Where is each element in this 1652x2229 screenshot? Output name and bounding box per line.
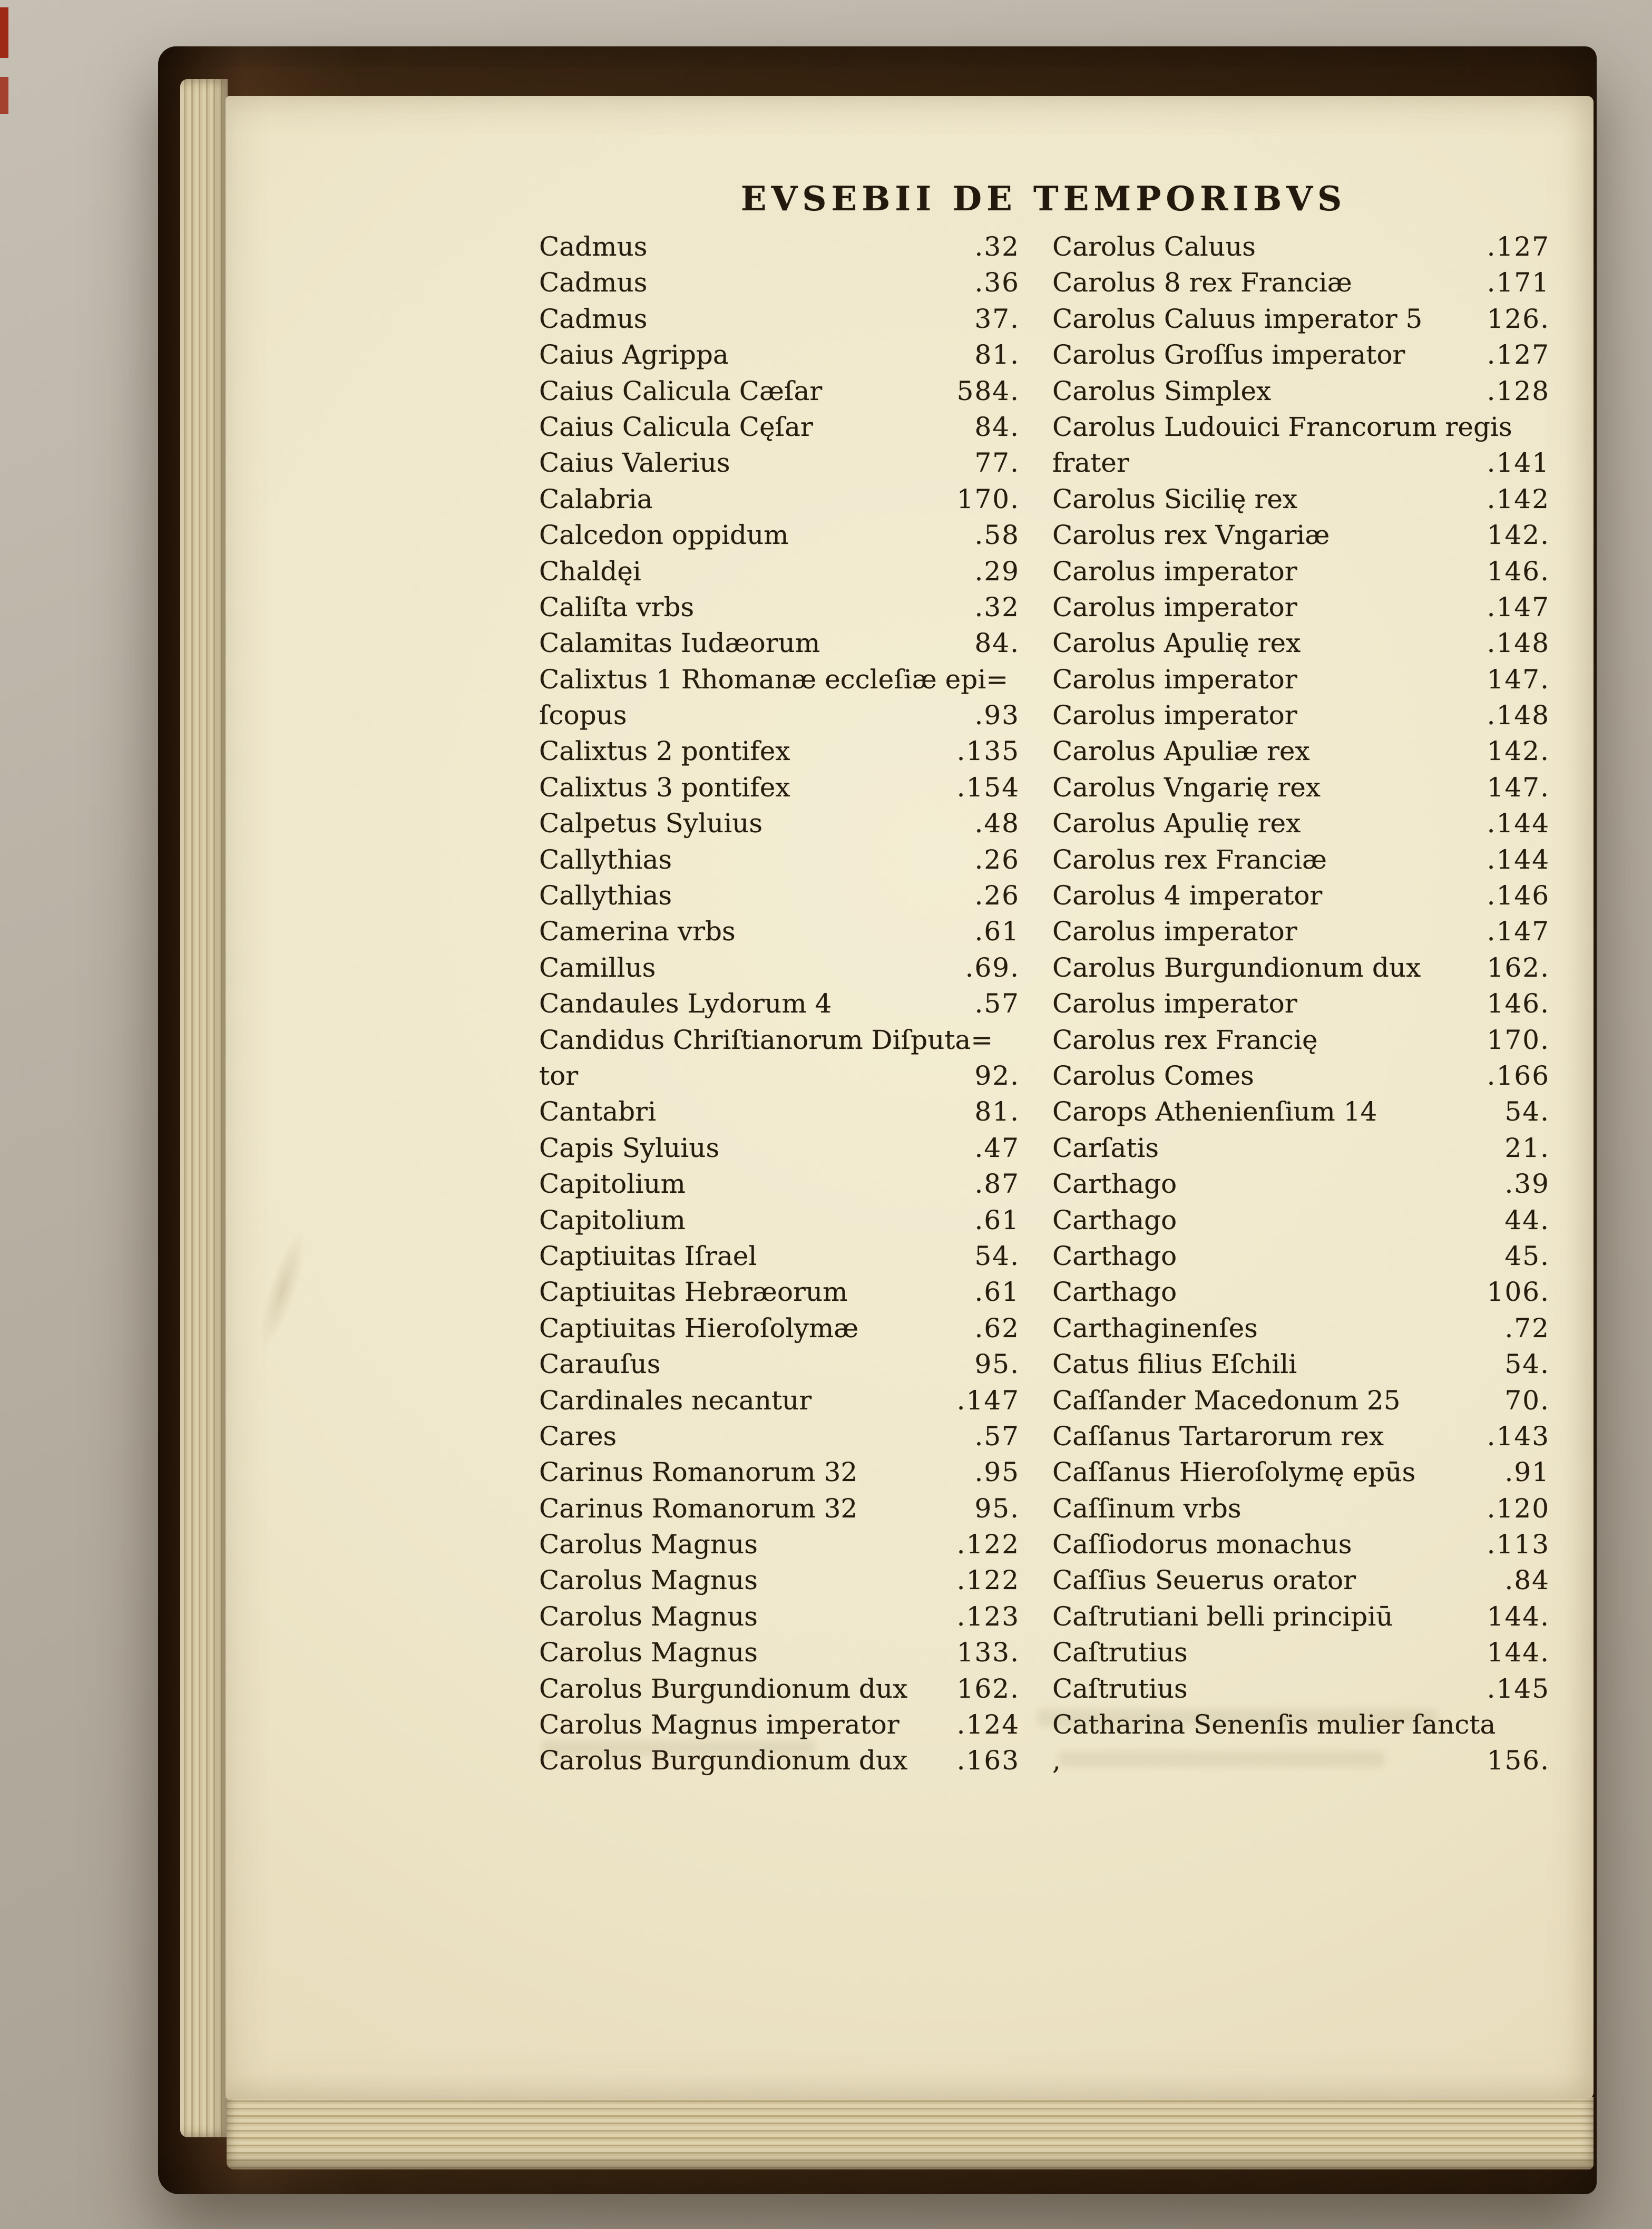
entry-page-number: 146. [1487, 988, 1550, 1019]
entry-page-number: .124 [956, 1709, 1020, 1740]
entry-text: Cares [539, 1420, 617, 1452]
index-entry [1052, 1491, 1550, 1526]
entry-page-number: .69. [965, 952, 1020, 983]
entry-page-number: .171 [1487, 267, 1550, 298]
entry-page-number: .127 [1487, 231, 1550, 262]
entry-text: Carolus imperator [1052, 916, 1297, 947]
entry-text: Catus filius Eſchili [1052, 1349, 1297, 1380]
index-entry [1052, 265, 1550, 300]
entry-text: Carinus Romanorum 32 [539, 1457, 858, 1488]
entry-page-number: .128 [1487, 375, 1550, 406]
entry-page-number: 106. [1487, 1277, 1550, 1308]
entry-text: Capitolium [539, 1169, 686, 1200]
entry-page-number: 147. [1487, 664, 1550, 695]
index-entry [1052, 1058, 1550, 1094]
index-entry [1052, 373, 1550, 409]
entry-text: Carolus Apulię rex [1052, 808, 1301, 839]
entry-text: Cadmus [539, 303, 648, 334]
entry-page-number: 142. [1487, 520, 1550, 551]
entry-page-number: 162. [956, 1673, 1020, 1704]
entry-page-number: 156. [1487, 1745, 1550, 1776]
index-entry [1052, 337, 1550, 373]
entry-text: Camillus [539, 952, 656, 983]
entry-text: Caius Agrippa [539, 339, 729, 371]
entry-page-number: .144 [1487, 844, 1550, 875]
entry-page-number: 133. [956, 1637, 1020, 1668]
index-entry [1052, 481, 1550, 517]
entry-text: Caſſinum vrbs [1052, 1493, 1242, 1524]
index-entry [539, 1418, 1020, 1454]
index-entry [539, 913, 1020, 949]
entry-page-number: .148 [1487, 700, 1550, 731]
entry-text: Calpetus Syluius [539, 808, 763, 839]
entry-text: Carops Athenienſium 14 [1052, 1096, 1377, 1127]
entry-text: Carolus Caluus imperator 5 [1052, 303, 1423, 334]
entry-text: , [1052, 1745, 1061, 1776]
index-entry [1052, 1094, 1550, 1130]
index-entry [539, 625, 1020, 661]
entry-text: Captiuitas Hebræorum [539, 1277, 848, 1308]
entry-text: Carolus Magnus [539, 1637, 758, 1668]
entry-page-number: 95. [974, 1493, 1020, 1524]
entry-page-number: .147 [1487, 591, 1550, 622]
index-entry [1052, 1346, 1550, 1382]
index-entry [1052, 1202, 1550, 1238]
entry-page-number: 144. [1487, 1637, 1550, 1668]
entry-text: Carolus Magnus [539, 1601, 758, 1632]
entry-page-number: 37. [974, 303, 1020, 334]
index-column-right [1052, 229, 1550, 1779]
entry-page-number: 95. [974, 1349, 1020, 1380]
entry-text: Cardinales necantur [539, 1385, 812, 1416]
index-entry [539, 697, 1020, 733]
entry-text: Captiuitas Hieroſolymæ [539, 1312, 859, 1344]
index-entry [1052, 445, 1550, 481]
entry-text: Carolus 4 imperator [1052, 880, 1323, 911]
index-entry [539, 1599, 1020, 1634]
entry-text: Catharina Senenſis mulier ſancta [1052, 1709, 1496, 1740]
index-entry [1052, 1707, 1550, 1743]
index-entry [1052, 1310, 1550, 1346]
index-entry [1052, 1743, 1550, 1778]
entry-text: Carolus Sicilię rex [1052, 483, 1298, 514]
index-entry [539, 553, 1020, 589]
entry-text: Carolus Magnus [539, 1565, 758, 1596]
entry-page-number: .61 [974, 916, 1020, 947]
entry-text: Carolus Burgundionum dux [1052, 952, 1421, 983]
entry-page-number: 81. [974, 1096, 1020, 1127]
entry-page-number: .57 [974, 1420, 1020, 1452]
index-entry [1052, 1166, 1550, 1202]
entry-page-number: 147. [1487, 772, 1550, 803]
paper-page [226, 96, 1594, 2099]
index-entry [539, 517, 1020, 553]
entry-text: Cantabri [539, 1096, 657, 1127]
entry-page-number: .127 [1487, 339, 1550, 371]
index-entry [539, 1022, 1020, 1058]
index-entry [1052, 1130, 1550, 1166]
entry-text: Carolus Caluus [1052, 231, 1256, 262]
entry-page-number: 44. [1504, 1204, 1550, 1235]
entry-text: Cadmus [539, 267, 648, 298]
entry-text: Caſſiodorus monachus [1052, 1529, 1352, 1560]
entry-page-number: 170. [1487, 1024, 1550, 1055]
entry-page-number: .166 [1487, 1060, 1550, 1091]
entry-text: Carſatis [1052, 1132, 1159, 1163]
index-entry [539, 1454, 1020, 1490]
entry-page-number: 70. [1504, 1385, 1550, 1416]
entry-text: Calixtus 1 Rhomanæ eccleſiæ epi= [539, 664, 1009, 695]
index-entry [539, 589, 1020, 625]
entry-text: Carolus Simplex [1052, 375, 1272, 406]
red-edge-mark [0, 7, 8, 58]
index-entry [539, 1202, 1020, 1238]
entry-text: Carinus Romanorum 32 [539, 1493, 858, 1524]
entry-page-number: .93 [974, 700, 1020, 731]
index-entry [539, 409, 1020, 445]
index-entry [539, 805, 1020, 841]
index-entry [1052, 1454, 1550, 1490]
entry-page-number: .58 [974, 520, 1020, 551]
entry-page-number: 84. [974, 411, 1020, 442]
entry-page-number: .87 [974, 1169, 1020, 1200]
entry-text: Carthago [1052, 1240, 1177, 1271]
entry-text: Carthaginenſes [1052, 1312, 1258, 1344]
page-crease [240, 1202, 324, 1377]
entry-page-number: .39 [1504, 1169, 1550, 1200]
index-entry [539, 1094, 1020, 1130]
entry-page-number: 54. [974, 1240, 1020, 1271]
index-entry [1052, 1562, 1550, 1598]
index-entry [1052, 301, 1550, 337]
entry-text: Carauſus [539, 1349, 661, 1380]
entry-text: Capis Syluius [539, 1132, 720, 1163]
entry-text: Captiuitas Iſrael [539, 1240, 757, 1271]
entry-page-number: 77. [974, 447, 1020, 479]
entry-page-number: 162. [1487, 952, 1550, 983]
index-entry [539, 950, 1020, 986]
entry-page-number: .147 [1487, 916, 1550, 947]
entry-text: Carolus Comes [1052, 1060, 1254, 1091]
entry-text: Calcedon oppidum [539, 520, 789, 551]
index-entry [1052, 986, 1550, 1021]
entry-page-number: .122 [956, 1565, 1020, 1596]
index-entry [539, 1562, 1020, 1598]
entry-page-number: .95 [974, 1457, 1020, 1488]
page-header-title: EVSEBII DE TEMPORIBVS [740, 179, 1347, 219]
entry-text: Calixtus 3 pontifex [539, 772, 790, 803]
index-entry [539, 1058, 1020, 1094]
index-entry [539, 481, 1020, 517]
index-entry [1052, 878, 1550, 913]
index-entry [539, 373, 1020, 409]
entry-text: Carthago [1052, 1204, 1177, 1235]
entry-text: Carolus Vngarię rex [1052, 772, 1321, 803]
entry-page-number: 92. [974, 1060, 1020, 1091]
index-entry [1052, 661, 1550, 697]
index-entry [539, 1274, 1020, 1310]
index-entry [539, 265, 1020, 300]
entry-text: Carolus Magnus imperator [539, 1709, 900, 1740]
index-entry [1052, 409, 1550, 445]
index-entry [1052, 625, 1550, 661]
index-entry [1052, 1238, 1550, 1274]
index-entry [539, 1238, 1020, 1274]
entry-text: Carolus Groſſus imperator [1052, 339, 1405, 371]
entry-page-number: .120 [1487, 1493, 1550, 1524]
entry-page-number: .142 [1487, 483, 1550, 514]
entry-page-number: .26 [974, 880, 1020, 911]
entry-text: Calabria [539, 483, 653, 514]
index-entry [539, 842, 1020, 878]
entry-text: Caius Calicula Cęſar [539, 411, 813, 442]
index-entry [1052, 1274, 1550, 1310]
entry-text: Carolus Magnus [539, 1529, 758, 1560]
index-entry [539, 878, 1020, 913]
index-entry [539, 229, 1020, 265]
entry-text: Caſtrutius [1052, 1673, 1188, 1704]
entry-page-number: .62 [974, 1312, 1020, 1344]
index-columns [539, 229, 1550, 1779]
entry-page-number: 170. [956, 483, 1020, 514]
entry-text: tor [539, 1060, 579, 1091]
index-entry [1052, 589, 1550, 625]
entry-page-number: .61 [974, 1204, 1020, 1235]
entry-page-number: .123 [956, 1601, 1020, 1632]
index-entry [1052, 1418, 1550, 1454]
index-entry [539, 1130, 1020, 1166]
index-entry [539, 301, 1020, 337]
entry-text: Chaldęi [539, 556, 641, 587]
index-entry [539, 337, 1020, 373]
index-entry [1052, 697, 1550, 733]
index-entry [539, 1166, 1020, 1202]
entry-page-number: 54. [1504, 1349, 1550, 1380]
entry-page-number: 126. [1487, 303, 1550, 334]
entry-page-number: .32 [974, 591, 1020, 622]
entry-text: Carolus Burgundionum dux [539, 1673, 908, 1704]
entry-page-number: .26 [974, 844, 1020, 875]
entry-text: Carolus 8 rex Franciæ [1052, 267, 1352, 298]
entry-page-number: .72 [1504, 1312, 1550, 1344]
entry-text: Calixtus 2 pontifex [539, 736, 790, 767]
index-entry [539, 445, 1020, 481]
entry-text: Carolus Apuliæ rex [1052, 736, 1310, 767]
entry-text: Carolus imperator [1052, 664, 1297, 695]
entry-text: Callythias [539, 844, 672, 875]
entry-text: Carolus imperator [1052, 591, 1297, 622]
entry-text: frater [1052, 447, 1129, 479]
index-entry [1052, 913, 1550, 949]
entry-text: Camerina vrbs [539, 916, 736, 947]
entry-page-number: .144 [1487, 808, 1550, 839]
entry-page-number: 81. [974, 339, 1020, 371]
entry-text: Carolus imperator [1052, 988, 1297, 1019]
entry-text: Caſſander Macedonum 25 [1052, 1385, 1401, 1416]
index-entry [539, 733, 1020, 769]
index-entry [1052, 229, 1550, 265]
entry-page-number: 21. [1504, 1132, 1550, 1163]
entry-page-number: 584. [956, 375, 1020, 406]
entry-text: Candidus Chriſtianorum Diſputa= [539, 1024, 993, 1055]
index-entry [1052, 553, 1550, 589]
entry-page-number: .47 [974, 1132, 1020, 1163]
entry-page-number: 84. [974, 628, 1020, 659]
index-entry [1052, 950, 1550, 986]
index-entry [539, 1707, 1020, 1743]
entry-text: Carolus Burgundionum dux [539, 1745, 908, 1776]
entry-page-number: .48 [974, 808, 1020, 839]
entry-page-number: .145 [1487, 1673, 1550, 1704]
entry-text: Callythias [539, 880, 672, 911]
red-edge-mark [0, 77, 8, 114]
entry-page-number: .61 [974, 1277, 1020, 1308]
entry-text: Carolus imperator [1052, 556, 1297, 587]
index-entry [1052, 517, 1550, 553]
index-entry [539, 1526, 1020, 1562]
entry-text: Caius Valerius [539, 447, 730, 479]
entry-text: Caſtrutiani belli principiū [1052, 1601, 1393, 1632]
entry-text: Carthago [1052, 1277, 1177, 1308]
entry-page-number: .148 [1487, 628, 1550, 659]
index-entry [539, 1671, 1020, 1707]
index-entry [539, 661, 1020, 697]
entry-text: Carthago [1052, 1169, 1177, 1200]
entry-page-number: 54. [1504, 1096, 1550, 1127]
entry-page-number: .122 [956, 1529, 1020, 1560]
entry-page-number: .154 [956, 772, 1020, 803]
entry-text: Carolus rex Vngariæ [1052, 520, 1330, 551]
entry-text: Calamitas Iudæorum [539, 628, 820, 659]
entry-page-number: .147 [956, 1385, 1020, 1416]
index-entry [1052, 1022, 1550, 1058]
entry-text: Caliſta vrbs [539, 591, 695, 622]
index-entry [539, 1743, 1020, 1778]
index-entry [539, 1383, 1020, 1418]
index-entry [539, 1491, 1020, 1526]
entry-text: Capitolium [539, 1204, 686, 1235]
index-entry [539, 986, 1020, 1021]
page-stack-bottom-edge [227, 2097, 1594, 2169]
entry-page-number: .135 [956, 736, 1020, 767]
index-entry [1052, 1634, 1550, 1670]
index-entry [1052, 770, 1550, 805]
index-entry [1052, 805, 1550, 841]
index-entry [539, 1634, 1020, 1670]
entry-text: Caſſanus Tartarorum rex [1052, 1420, 1384, 1452]
entry-page-number: .32 [974, 231, 1020, 262]
entry-page-number: .163 [956, 1745, 1020, 1776]
index-entry [1052, 1526, 1550, 1562]
entry-page-number: 144. [1487, 1601, 1550, 1632]
entry-text: Carolus rex Franciæ [1052, 844, 1327, 875]
entry-page-number: .91 [1504, 1457, 1550, 1488]
entry-page-number: .143 [1487, 1420, 1550, 1452]
index-entry [539, 1310, 1020, 1346]
entry-text: ſcopus [539, 700, 627, 731]
entry-page-number: .113 [1487, 1529, 1550, 1560]
index-entry [539, 770, 1020, 805]
index-entry [1052, 1599, 1550, 1634]
entry-text: Candaules Lydorum 4 [539, 988, 832, 1019]
index-entry [1052, 733, 1550, 769]
entry-text: Caſſanus Hieroſolymę epūs [1052, 1457, 1416, 1488]
entry-page-number: .141 [1487, 447, 1550, 479]
entry-text: Caſſius Seuerus orator [1052, 1565, 1356, 1596]
entry-text: Carolus Apulię rex [1052, 628, 1301, 659]
entry-page-number: 45. [1504, 1240, 1550, 1271]
entry-text: Caſtrutius [1052, 1637, 1188, 1668]
index-entry [539, 1346, 1020, 1382]
index-entry [1052, 842, 1550, 878]
entry-page-number: 142. [1487, 736, 1550, 767]
entry-page-number: .29 [974, 556, 1020, 587]
entry-page-number: .146 [1487, 880, 1550, 911]
entry-text: Cadmus [539, 231, 648, 262]
entry-text: Caius Calicula Cæſar [539, 375, 823, 406]
entry-page-number: .36 [974, 267, 1020, 298]
entry-text: Carolus imperator [1052, 700, 1297, 731]
index-entry [1052, 1383, 1550, 1418]
index-entry [1052, 1671, 1550, 1707]
entry-page-number: .57 [974, 988, 1020, 1019]
entry-page-number: 146. [1487, 556, 1550, 587]
page-stack-fore-edge [180, 79, 228, 2137]
entry-text: Carolus rex Francię [1052, 1024, 1318, 1055]
entry-page-number: .84 [1504, 1565, 1550, 1596]
index-column-left [539, 229, 1020, 1779]
entry-text: Carolus Ludouici Francorum regis [1052, 411, 1512, 442]
